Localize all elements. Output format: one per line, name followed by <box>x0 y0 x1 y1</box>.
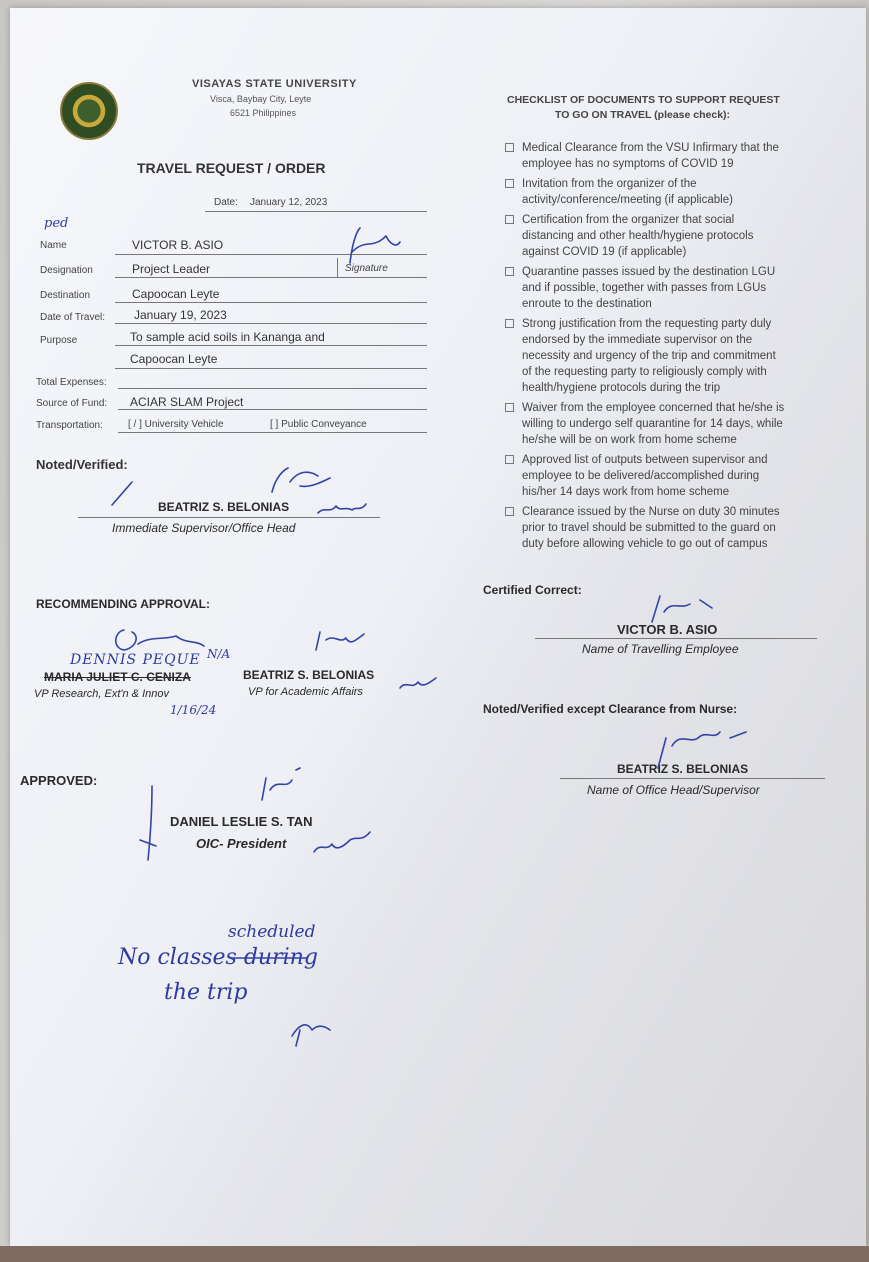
recommending-right-title: VP for Academic Affairs <box>248 686 363 698</box>
certified-name: VICTOR B. ASIO <box>617 622 718 637</box>
transport-option-public-conveyance: [ ] Public Conveyance <box>270 419 367 430</box>
checklist-heading-line-2: TO GO ON TRAVEL (please check): <box>555 109 731 121</box>
transportation-label: Transportation: <box>36 420 103 431</box>
signature-recommending-left <box>116 630 204 650</box>
noted-verified-label: Noted/Verified: <box>36 457 128 472</box>
noted-except-label: Noted/Verified except Clearance from Nurse: <box>483 702 738 716</box>
purpose-line-2: Capoocan Leyte <box>130 352 218 366</box>
recommending-right-name: BEATRIZ S. BELONIAS <box>243 668 375 682</box>
name-value: VICTOR B. ASIO <box>132 238 224 252</box>
checklist-item-text: his/her 14 days work from home scheme <box>522 486 730 498</box>
purpose-label: Purpose <box>40 335 78 346</box>
date-of-travel-label: Date of Travel: <box>40 312 106 323</box>
checklist-item-text: of the requesting party to religiously comply with <box>522 366 767 378</box>
checklist-item-text: duty before allowing vehicle to go out of campus <box>522 538 768 550</box>
purpose-line-1: To sample acid soils in Kananga and <box>130 330 325 344</box>
destination-value: Capoocan Leyte <box>132 287 220 301</box>
name-label: Name <box>40 240 67 251</box>
recommending-left-date: 1/16/24 <box>170 703 217 717</box>
noted-name: BEATRIZ S. BELONIAS <box>158 500 290 514</box>
noted-title: Immediate Supervisor/Office Head <box>112 521 296 535</box>
checklist-item-text: distancing and other health/hygiene protocols <box>522 230 754 242</box>
date-label: Date: <box>214 197 238 208</box>
signature-recommending-right <box>316 632 364 650</box>
date-value: January 12, 2023 <box>250 197 328 208</box>
destination-label: Destination <box>40 290 91 301</box>
checklist-item-text: Clearance issued by the Nurse on duty 30 minutes <box>522 506 780 518</box>
designation-value: Project Leader <box>132 262 211 276</box>
initials-noted <box>318 504 366 513</box>
checklist-item-text: Medical Clearance from the VSU Infirmary that the <box>522 142 779 154</box>
checklist-item-text: and if possible, together with passes from LGUs <box>522 282 767 294</box>
recommending-left-title: VP Research, Ext'n & Innov <box>34 688 169 700</box>
checklist-item-text: he/she will be on work from home scheme <box>522 434 737 446</box>
form-title: TRAVEL REQUEST / ORDER <box>137 160 326 176</box>
approved-name: DANIEL LESLIE S. TAN <box>170 814 313 829</box>
university-name: VISAYAS STATE UNIVERSITY <box>192 78 357 90</box>
signature-approved <box>140 768 300 860</box>
name-annotation: ped <box>44 216 69 231</box>
checklist-item-text: activity/conference/meeting (if applicable) <box>522 194 733 206</box>
certified-title: Name of Travelling Employee <box>582 642 739 656</box>
approved-label: APPROVED: <box>20 773 98 788</box>
handwritten-note-line-1: No classes during <box>118 945 318 970</box>
address-line-2: 6521 Philippines <box>230 108 297 118</box>
checklist-item-text: Strong justification from the requesting party duly <box>522 318 772 330</box>
source-of-fund-value: ACIAR SLAM Project <box>130 395 244 409</box>
checklist-item-text: endorsed by the immediate supervisor on the <box>522 334 753 346</box>
handwritten-note-line-2: the trip <box>164 980 248 1005</box>
checklist-item-text: against COVID 19 (if applicable) <box>522 246 687 258</box>
checklist-item-text: enroute to the destination <box>522 298 652 310</box>
recommending-left-handwritten-name: DENNIS PEQUE <box>70 652 201 668</box>
approved-title: OIC- President <box>196 836 287 851</box>
checklist-item-text: Waiver from the employee concerned that he/she is <box>522 402 785 414</box>
address-line-1: Visca, Baybay City, Leyte <box>210 94 312 104</box>
checklist-item-text: Certification from the organizer that social <box>522 214 735 226</box>
source-of-fund-label: Source of Fund: <box>36 398 108 409</box>
noted-except-title: Name of Office Head/Supervisor <box>587 783 760 797</box>
checklist-item-text: employee to be delivered/accomplished during <box>522 470 760 482</box>
signature-noted-1 <box>112 468 330 505</box>
certified-correct-label: Certified Correct: <box>483 583 582 597</box>
recommending-left-na: N/A <box>207 647 231 661</box>
handwritten-note-insert: scheduled <box>228 922 316 942</box>
signature-applicant <box>350 228 400 263</box>
checklist-item-text: willing to undergo self quarantine for 14 days, while <box>522 418 783 430</box>
initials-note <box>292 1025 330 1046</box>
signature-label: Signature <box>345 263 388 274</box>
signature-certified <box>652 596 712 622</box>
date-of-travel-value: January 19, 2023 <box>134 308 227 322</box>
checklist-item-text: health/hygiene protocols during the trip <box>522 382 721 394</box>
checklist-item-text: Approved list of outputs between supervisor and <box>522 454 768 466</box>
total-expenses-label: Total Expenses: <box>36 377 107 388</box>
initials-approved <box>314 832 370 852</box>
checklist-item-text: prior to travel should be submitted to the guard on <box>522 522 776 534</box>
designation-label: Designation <box>40 265 93 276</box>
checklist-item-text: Invitation from the organizer of the <box>522 178 697 190</box>
noted-except-name: BEATRIZ S. BELONIAS <box>617 762 749 776</box>
checklist-heading-line-1: CHECKLIST OF DOCUMENTS TO SUPPORT REQUEST <box>507 94 780 106</box>
initials-recommending-right <box>400 678 436 688</box>
checklist-item-text: employee has no symptoms of COVID 19 <box>522 158 734 170</box>
signature-noted-except <box>658 732 746 768</box>
recommending-approval-label: RECOMMENDING APPROVAL: <box>36 597 210 611</box>
recommending-left-name: MARIA JULIET C. CENIZA <box>44 670 191 684</box>
checklist-item-text: necessity and urgency of the trip and commitment <box>522 350 776 362</box>
checklist-item-text: Quarantine passes issued by the destination LGU <box>522 266 776 278</box>
transport-option-university-vehicle: [ / ] University Vehicle <box>128 419 224 430</box>
